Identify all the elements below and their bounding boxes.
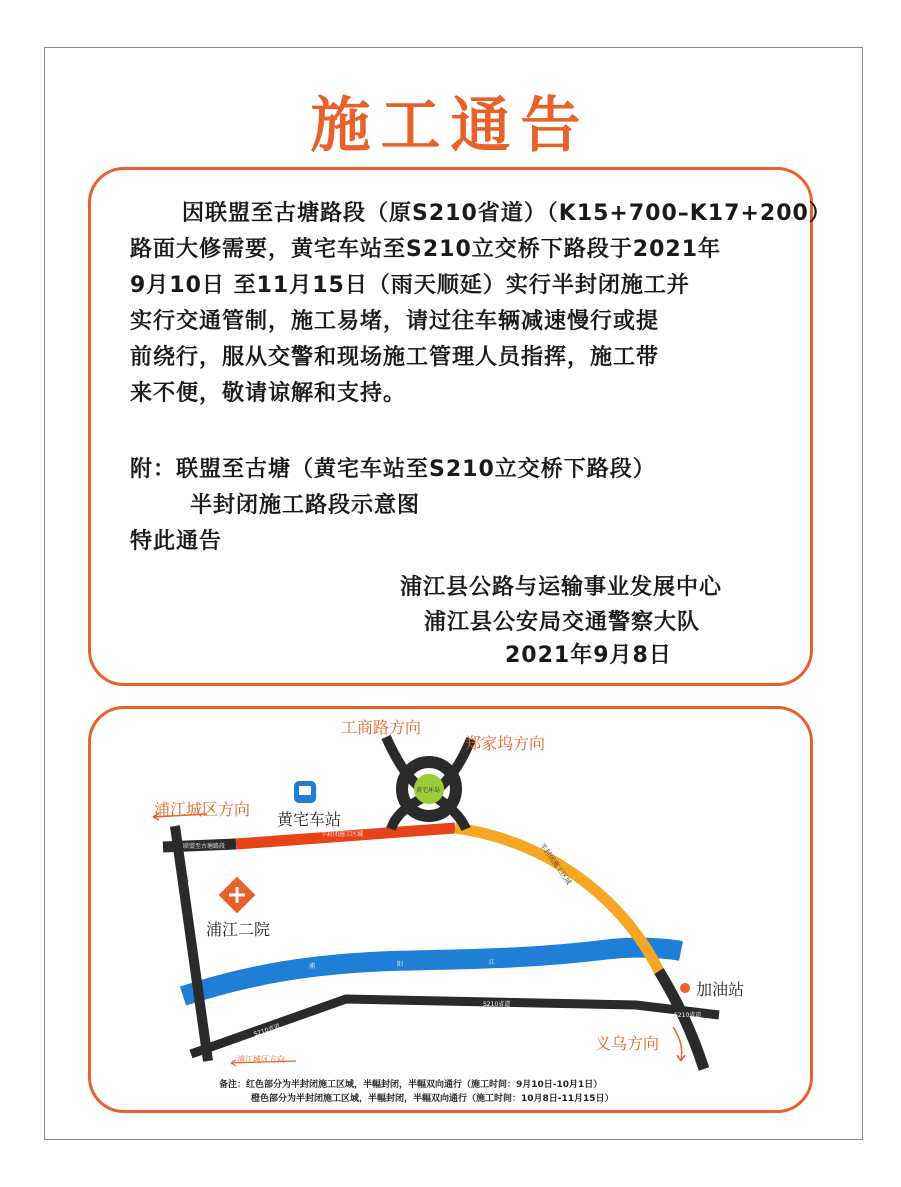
label-s210-left: S210省道 [252, 1022, 281, 1039]
notice-date: 2021年9月8日 [505, 643, 672, 668]
attachment-line-2: 半封闭施工路段示意图 [190, 493, 421, 518]
issuer-highway-center: 浦江县公路与运输事业发展中心 [400, 575, 723, 600]
label-huangzhai-station: 黄宅车站 [277, 810, 342, 829]
issuer-traffic-police: 浦江县公安局交通警察大队 [424, 610, 701, 635]
label-red-zone: 半封闭施工区域 [321, 831, 364, 838]
notice-line-6: 来不便，敬请谅解和支持。 [130, 381, 407, 406]
label-pujiang-hospital: 浦江二院 [206, 920, 271, 939]
label-pujiang-city-direction-small: 浦江城区方向 [237, 1055, 285, 1064]
closing-text: 特此通告 [130, 529, 223, 554]
label-s210-mid: S210省道 [483, 1001, 511, 1008]
label-s210-right: S210省道 [674, 1012, 702, 1019]
label-donghuang-char-2: 黄 [185, 910, 192, 918]
label-donghuang-char-1: 东 [182, 875, 189, 883]
label-river-char-3: 江 [489, 959, 496, 966]
donghuang-road [175, 826, 208, 1061]
notice-title: 施工通告 [310, 91, 591, 161]
label-zhengjiawu-direction: 郑家坞方向 [465, 734, 546, 753]
legend-red-zone: 备注：红色部分为半封闭施工区域，半幅封闭，半幅双向通行（施工时间：9月10日-10月1日） [219, 1080, 603, 1090]
label-roundabout: 黄宅环岛 [416, 787, 441, 794]
map-box [88, 706, 813, 1113]
notice-line-4: 实行交通管制，施工易堵，请过往车辆减速慢行或提 [130, 309, 660, 334]
bus-window-icon [299, 786, 311, 795]
label-yiwu-direction: 义乌方向 [595, 1034, 660, 1053]
label-river-char-1: 浦 [309, 963, 316, 970]
label-river-char-2: 阳 [397, 961, 404, 968]
label-orange-zone: 半封闭施工区域 [538, 841, 573, 887]
attachment-line-1: 附：联盟至古塘（黄宅车站至S210立交桥下路段） [130, 457, 656, 482]
route-map [91, 709, 813, 1113]
label-gongshang-direction: 工商路方向 [341, 718, 422, 737]
notice-line-2: 路面大修需要，黄宅车站至S210立交桥下路段于2021年 [130, 237, 721, 262]
label-gas-station: 加油站 [696, 980, 745, 999]
puyang-river [183, 948, 681, 996]
legend-orange-zone: 橙色部分为半封闭施工区域，半幅封闭，半幅双向通行（施工时间：10月8日-11月15日） [251, 1094, 614, 1104]
label-lianmeng-road: 联盟至古塘路段 [183, 843, 226, 850]
notice-line-1: 因联盟至古塘路段（原S210省道）（K15+700–K17+200） [182, 201, 832, 226]
gas-station-dot [680, 983, 690, 993]
label-pujiang-city-direction: 浦江城区方向 [154, 800, 251, 819]
label-donghuang-char-3: 线 [189, 946, 196, 954]
notice-line-3: 9月10日 至11月15日（雨天顺延）实行半封闭施工并 [130, 273, 690, 298]
notice-line-5: 前绕行，服从交警和现场施工管理人员指挥，施工带 [130, 345, 660, 370]
